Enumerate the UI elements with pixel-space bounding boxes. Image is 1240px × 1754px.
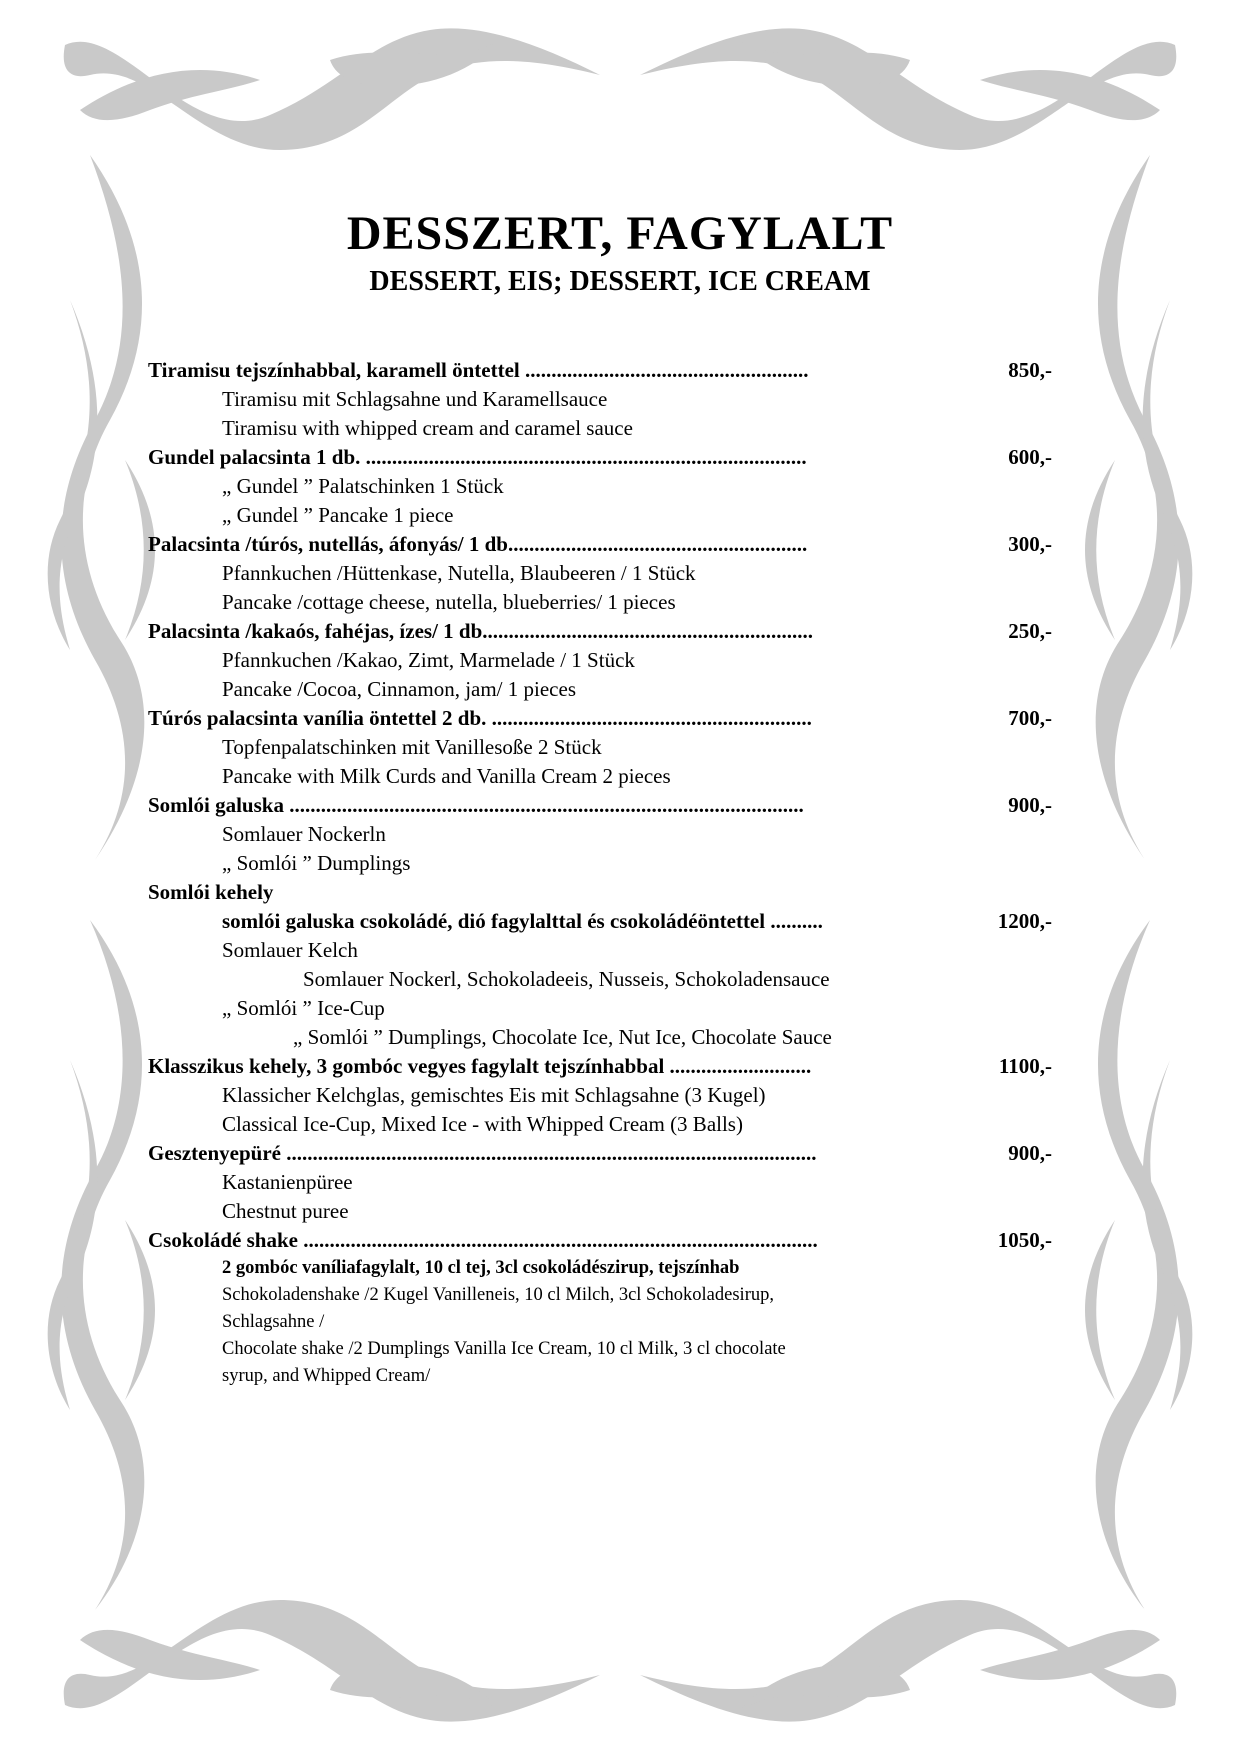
menu-line-text: Túrós palacsinta vanília öntettel 2 db. .............................................................	[148, 706, 812, 730]
menu-line-text: Pancake /Cocoa, Cinnamon, jam/ 1 pieces	[222, 677, 576, 701]
menu-item-description	[148, 414, 1088, 443]
menu-line-text: Klassicher Kelchglas, gemischtes Eis mit Schlagsahne (3 Kugel)	[222, 1083, 766, 1107]
menu-item-description	[148, 762, 1088, 791]
menu-line-text: Tiramisu with whipped cream and caramel sauce	[222, 416, 633, 440]
page-title: DESSZERT, FAGYLALT	[346, 207, 894, 260]
menu-line-text: Pfannkuchen /Kakao, Zimt, Marmelade / 1 Stück	[222, 648, 635, 672]
menu-line-text: somlói galuska csokoládé, dió fagylalttal és csokoládéöntettel ..........	[222, 909, 823, 933]
menu-item-price: 850,-	[1008, 358, 1052, 382]
menu-item	[148, 443, 1088, 472]
menu-item-price: 1050,-	[997, 1228, 1052, 1252]
menu-item-description	[148, 733, 1088, 762]
menu-item-price: 600,-	[1008, 445, 1052, 469]
menu-item	[148, 791, 1088, 820]
menu-item	[148, 1226, 1088, 1255]
menu-line-text: Gesztenyepüré .....................................................................................................	[148, 1141, 817, 1165]
menu-line-text: Pancake /cottage cheese, nutella, blueberries/ 1 pieces	[222, 590, 676, 614]
menu-line-text: Topfenpalatschinken mit Vanillesoße 2 Stück	[222, 735, 602, 759]
menu-list	[148, 356, 1088, 1390]
menu-line-text: „ Somlói ” Dumplings	[222, 851, 411, 875]
menu-line-text: Klasszikus kehely, 3 gombóc vegyes fagylalt tejszínhabbal ...........................	[148, 1054, 812, 1078]
menu-item-description	[148, 1255, 1088, 1282]
menu-item	[148, 1139, 1088, 1168]
menu-item-description	[148, 994, 1088, 1023]
menu-item-description	[148, 559, 1088, 588]
menu-item-description	[148, 849, 1088, 878]
menu-item-description	[148, 1197, 1088, 1226]
menu-line-text: Pfannkuchen /Hüttenkase, Nutella, Blaubeeren / 1 Stück	[222, 561, 696, 585]
menu-line-text: Pancake with Milk Curds and Vanilla Cream 2 pieces	[222, 764, 671, 788]
menu-item-description	[148, 588, 1088, 617]
menu-item-description	[148, 820, 1088, 849]
menu-line-text: Somlauer Nockerl, Schokoladeeis, Nusseis, Schokoladensauce	[303, 967, 830, 991]
menu-item	[148, 530, 1088, 559]
menu-line-text: Tiramisu mit Schlagsahne und Karamellsauce	[222, 387, 608, 411]
menu-item-description	[148, 472, 1088, 501]
menu-line-text: Somlói kehely	[148, 880, 274, 904]
menu-line-text: Somlói galuska ..................................................................................................	[148, 793, 804, 817]
menu-line-text: „ Somlói ” Ice-Cup	[222, 996, 385, 1020]
menu-line-text: Somlauer Nockerln	[222, 822, 386, 846]
menu-line-text: „ Somlói ” Dumplings, Chocolate Ice, Nut Ice, Chocolate Sauce	[293, 1025, 832, 1049]
menu-item-price: 700,-	[1008, 706, 1052, 730]
menu-item-description	[148, 1309, 1088, 1336]
page-subtitle: DESSERT, EIS; DESSERT, ICE CREAM	[369, 266, 871, 297]
menu-line-text: Somlauer Kelch	[222, 938, 358, 962]
menu-item-description	[148, 878, 1088, 907]
menu-line-text: Gundel palacsinta 1 db. ....................................................................................	[148, 445, 807, 469]
menu-line-text: Chestnut puree	[222, 1199, 349, 1223]
menu-item-description	[148, 1081, 1088, 1110]
menu-item	[148, 704, 1088, 733]
menu-item-price: 1200,-	[997, 909, 1052, 933]
menu-item	[148, 907, 1088, 936]
menu-item-price: 900,-	[1008, 793, 1052, 817]
menu-item-description	[148, 646, 1088, 675]
menu-line-text: Palacsinta /kakaós, fahéjas, ízes/ 1 db...............................................................	[148, 619, 814, 643]
menu-item-description	[148, 1110, 1088, 1139]
menu-line-text: „ Gundel ” Palatschinken 1 Stück	[222, 474, 504, 498]
menu-line-text: Csokoládé shake ..................................................................................................	[148, 1228, 818, 1252]
menu-item-price: 250,-	[1008, 619, 1052, 643]
menu-line-text: Tiramisu tejszínhabbal, karamell öntettel ......................................................	[148, 358, 809, 382]
menu-line-text: syrup, and Whipped Cream/	[222, 1366, 431, 1386]
menu-line-text: Schokoladenshake /2 Kugel Vanilleneis, 10 cl Milch, 3cl Schokoladesirup,	[222, 1285, 774, 1305]
menu-line-text: 2 gombóc vaníliafagylalt, 10 cl tej, 3cl csokoládészirup, tejszínhab	[222, 1258, 740, 1278]
menu-item-price: 300,-	[1008, 532, 1052, 556]
menu-line-text: Chocolate shake /2 Dumplings Vanilla Ice Cream, 10 cl Milk, 3 cl chocolate	[222, 1339, 786, 1359]
menu-line-text: Classical Ice-Cup, Mixed Ice - with Whipped Cream (3 Balls)	[222, 1112, 743, 1136]
menu-item	[148, 617, 1088, 646]
menu-item-description	[148, 1336, 1088, 1363]
menu-item-description	[148, 1168, 1088, 1197]
menu-item-description	[148, 675, 1088, 704]
menu-item-description	[148, 501, 1088, 530]
menu-line-text: Palacsinta /túrós, nutellás, áfonyás/ 1 db.........................................................	[148, 532, 808, 556]
menu-line-text: „ Gundel ” Pancake 1 piece	[222, 503, 454, 527]
menu-item	[148, 1052, 1088, 1081]
menu-item-description	[148, 965, 1088, 994]
menu-item-description	[148, 1023, 1088, 1052]
menu-item-price: 900,-	[1008, 1141, 1052, 1165]
menu-item-description	[148, 936, 1088, 965]
menu-line-text: Kastanienpüree	[222, 1170, 353, 1194]
menu-item-description	[148, 1282, 1088, 1309]
menu-line-text: Schlagsahne /	[222, 1312, 325, 1332]
menu-item-price: 1100,-	[998, 1054, 1052, 1078]
menu-item-description	[148, 1363, 1088, 1390]
menu-item	[148, 356, 1088, 385]
menu-item-description	[148, 385, 1088, 414]
